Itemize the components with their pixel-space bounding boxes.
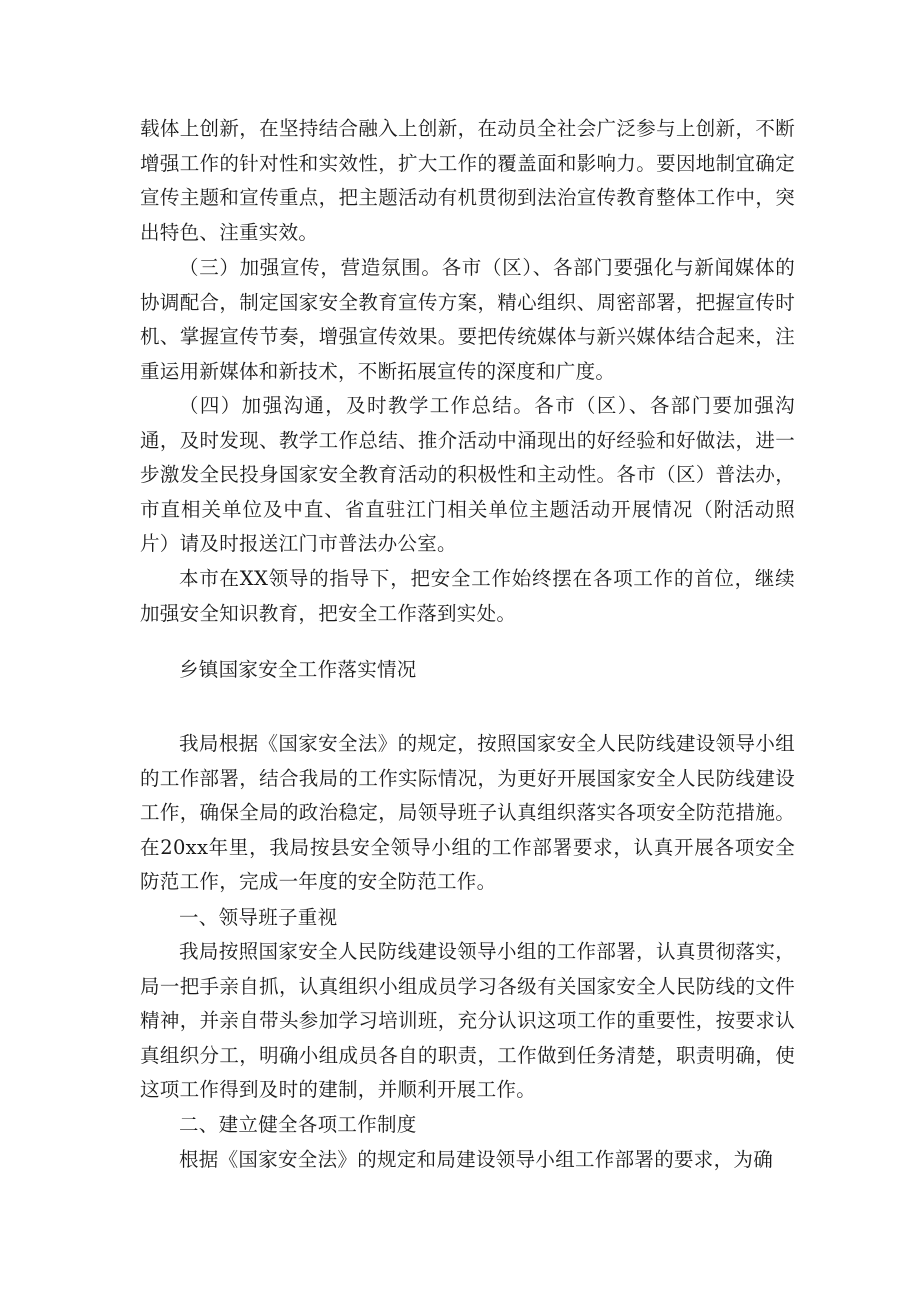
paragraph-section-four: （四）加强沟通，及时教学工作总结。各市（区）、各部门要加强沟通，及时发现、教学工作总结、推介活动中涌现出的好经验和好做法，进一步激发全民投身国家安全教育活动的积极性和主动性。各市（区）普法办，市直相关单位及中直、省直驻江门相关单位主题活动开展情况（附活动照片）请及时报送江门市普法办公室。 — [140, 394, 795, 556]
paragraph-section-three: （三）加强宣传，营造氛围。各市（区）、各部门要强化与新闻媒体的协调配合，制定国家安全教育宣传方案，精心组织、周密部署，把握宣传时机、掌握宣传节奏，增强宣传效果。要把传统媒体与新兴媒体结合起来，注重运用新媒体和新技术，不断拓展宣传的深度和广度。 — [140, 256, 795, 383]
heading-leadership: 一、领导班子重视 — [179, 906, 338, 929]
document-title: 乡镇国家安全工作落实情况 — [179, 658, 417, 681]
paragraph-intro: 我局根据《国家安全法》的规定，按照国家安全人民防线建设领导小组的工作部署，结合我局的工作实际情况，为更好开展国家安全人民防线建设工作，确保全局的政治稳定，局领导班子认真组织落实各项安全防范措施。在20xx年里，我局按县安全领导小组的工作部署要求，认真开展各项安全防范工作，完成一年度的安全防范工作。 — [140, 732, 795, 894]
paragraph-system: 根据《国家安全法》的规定和局建设领导小组工作部署的要求，为确 — [179, 1148, 774, 1171]
paragraph-city-summary: 本市在XX领导的指导下，把安全工作始终摆在各项工作的首位，继续加强安全知识教育，把安全工作落到实处。 — [140, 567, 795, 625]
paragraph-continuation: 载体上创新，在坚持结合融入上创新，在动员全社会广泛参与上创新，不断增强工作的针对性和实效性，扩大工作的覆盖面和影响力。要因地制宜确定宣传主题和宣传重点，把主题活动有机贯彻到法治宣传教育整体工作中，突出特色、注重实效。 — [140, 117, 795, 244]
paragraph-leadership: 我局按照国家安全人民防线建设领导小组的工作部署，认真贯彻落实，局一把手亲自抓，认真组织小组成员学习各级有关国家安全人民防线的文件精神，并亲自带头参加学习培训班，充分认识这项工作的重要性，按要求认真组织分工，明确小组成员各自的职责，工作做到任务清楚，职责明确，使这项工作得到及时的建制，并顺利开展工作。 — [140, 940, 795, 1102]
heading-system: 二、建立健全各项工作制度 — [179, 1113, 417, 1136]
